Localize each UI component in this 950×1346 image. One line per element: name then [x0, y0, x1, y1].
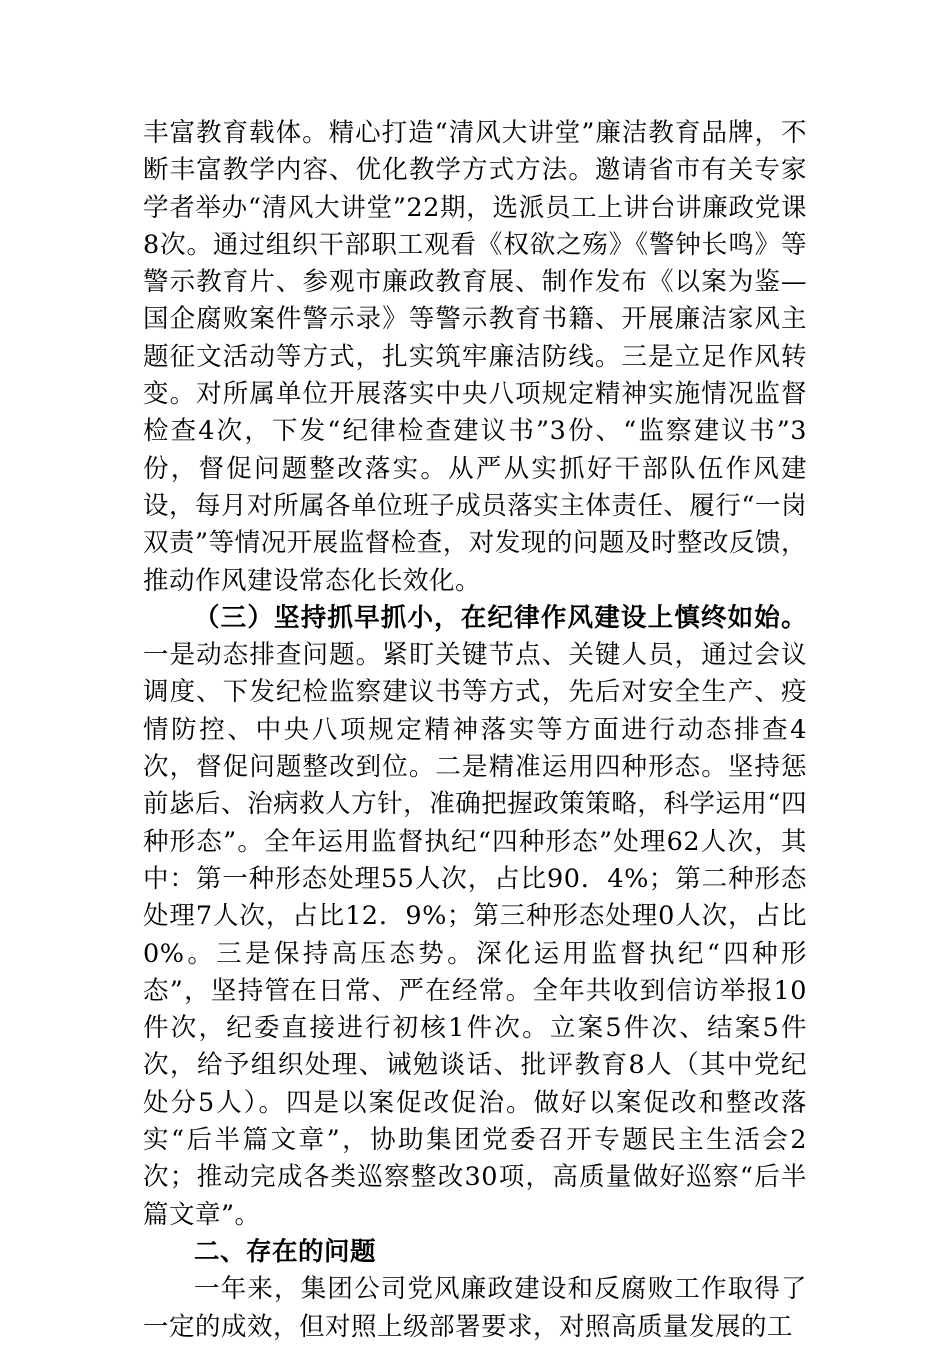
subsection-heading: （三）坚持抓早抓小，在纪律作风建设上慎终如始。	[194, 602, 807, 633]
paragraph-discipline	[143, 600, 807, 1234]
paragraph-problems: 一年来，集团公司党风廉政建设和反腐败工作取得了一定的成效，但对照上级部署要求，对照高质量发展的工	[143, 1274, 807, 1342]
paragraph-discipline-body: 一是动态排查问题。紧盯关键节点、关键人员，通过会议调度、下发纪检监察建议书等方式，先后对安全生产、疫情防控、中央八项规定精神落实等方面进行动态排查4次，督促问题整改到位。二是精准运用四种形态。坚持惩前毖后、治病救人方针，准确把握政策策略，科学运用“四种形态”。全年运用监督执纪“四种形态”处理62人次，其中：第一种形态处理55人次，占比90．4%；第二种形态处理7人次，占比12．9%；第三种形态处理0人次，占比0%。三是保持高压态势。深化运用监督执纪“四种形态”，坚持管在日常、严在经常。全年共收到信访举报10件次，纪委直接进行初核1件次。立案5件次、结案5件次，给予组织处理、诫勉谈话、批评教育8人（其中党纪处分5人）。四是以案促改促治。做好以案促改和整改落实“后半篇文章”，协助集团党委召开专题民主生活会2次；推动完成各类巡察整改30项，高质量做好巡察“后半篇文章”。	[143, 640, 807, 1230]
section-heading: 二、存在的问题	[194, 1236, 377, 1267]
document-page	[143, 115, 807, 1346]
paragraph-education-carrier: 丰富教育载体。精心打造“清风大讲堂”廉洁教育品牌，不断丰富教学内容、优化教学方式方法。邀请省市有关专家学者举办“清风大讲堂”22期，选派员工上讲台讲廉政党课8次。通过组织干部职工观看《权欲之殇》《警钟长鸣》等警示教育片、参观市廉政教育展、制作发布《以案为鉴—国企腐败案件警示录》等警示教育书籍、开展廉洁家风主题征文活动等方式，扎实筑牢廉洁防线。三是立足作风转变。对所属单位开展落实中央八项规定精神实施情况监督检查4次，下发“纪律检查建议书”3份、“监察建议书”3份，督促问题整改落实。从严从实抓好干部队伍作风建设，每月对所属各单位班子成员落实主体责任、履行“一岗双责”等情况开展监督检查，对发现的问题及时整改反馈，推动作风建设常态化长效化。	[143, 118, 807, 596]
